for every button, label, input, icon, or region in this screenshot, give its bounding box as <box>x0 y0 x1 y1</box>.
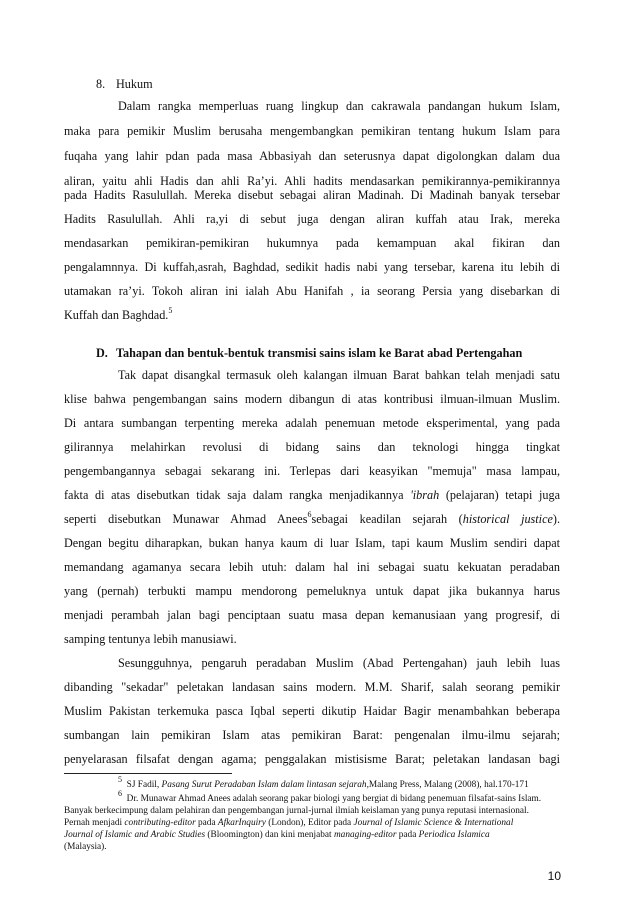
paragraph-line <box>64 488 560 502</box>
page-number: 10 <box>547 869 561 883</box>
paragraph-text: fakta di atas disebutkan tidak saja dalam rangka menjadikannya <box>64 488 411 502</box>
footnote-text: (Bloomington) dan kini menjabat <box>205 830 334 840</box>
italic-term: historical justice <box>462 512 553 526</box>
paragraph-line: pengembangannya sebagai sekarang ini. Terlepas dari keasyikan "memuja" masa lampau, <box>64 464 560 478</box>
paragraph-line <box>64 509 560 526</box>
italic-term: 'ibrah <box>410 488 440 502</box>
paragraph-line: samping tentunya lebih manusiawi. <box>64 632 237 646</box>
section-8-heading <box>96 77 153 91</box>
footnote-text: Malang Press, Malang (2008), hal.170-171 <box>368 780 529 790</box>
footnote-line <box>64 818 513 829</box>
footnote-text: SJ Fadil, <box>126 780 162 790</box>
footnote-6 <box>118 788 542 805</box>
footnote-text: (London), Editor pada <box>265 818 354 828</box>
footnote-italic: Periodica Islamica <box>418 830 490 840</box>
footnote-5 <box>118 774 529 791</box>
paragraph-text: ). <box>552 512 560 526</box>
paragraph-line <box>64 305 560 322</box>
paragraph-line: menjadi perambah jalan bagi penciptaan suatu masa depan kemanusiaan yang progresif, di <box>64 608 560 622</box>
footnote-ref-5[interactable]: 5 <box>168 305 173 315</box>
footnote-italic: contributing-editor <box>124 818 196 828</box>
paragraph-line: utamakan ra’yi. Tokoh aliran ini ialah Abu Hanifah , ia seorang Persia yang disebarkan di <box>64 284 560 298</box>
footnote-italic: Journal of Islamic and Arabic Studies <box>64 830 206 840</box>
footnote-text: Dr. Munawar Ahmad Anees adalah seorang pakar biologi yang bergiat di bidang penemuan filsafat-sains Islam. <box>126 794 542 804</box>
footnote-italic: Journal of Islamic Science & International <box>353 818 514 828</box>
footnote-marker: 6 <box>118 788 122 798</box>
paragraph-line: memandang agamanya secara lebih utuh: dalam hal ini sebagai suatu kekuatan peradaban <box>64 560 560 574</box>
footnote-italic: AfkarInquiry <box>217 818 266 828</box>
paragraph-line: Dalam rangka memperluas ruang lingkup dan cakrawala pandangan hukum Islam, <box>118 99 560 113</box>
paragraph-text: Kuffah dan Baghdad. <box>64 308 169 322</box>
paragraph-line: sumbangan lain pemikiran Islam atas pemikiran Barat: pengenalan ilmu-ilmu sejarah; <box>64 728 560 742</box>
paragraph-line: Di antara sumbangan terpenting mereka adalah penemuan metode eksperimental, yang pada <box>64 416 560 430</box>
footnote-separator <box>64 773 232 774</box>
paragraph-line: penyelarasan filsafat dengan agama; penggalakan mistisisme Barat; peletakan landasan bagi <box>64 752 560 766</box>
paragraph-line: Muslim Pakistan terkemuka pasca Iqbal seperti dikutip Haidar Bagir menambahkan beberapa <box>64 704 560 718</box>
footnote-text: Pernah menjadi <box>64 818 125 828</box>
footnote-marker: 5 <box>118 774 122 784</box>
paragraph-line: Sesungguhnya, pengaruh peradaban Muslim (Abad Pertengahan) jauh lebih luas <box>118 656 560 670</box>
paragraph-line: pengalamnnya. Di kuffah,asrah, Baghdad, sedikit hadis nabi yang tersebar, karena itu lebih di <box>64 260 560 274</box>
footnote-text: pada <box>195 818 218 828</box>
paragraph-line: pada Hadits Rasulullah. Mereka disebut sebagai aliran Madinah. Di Madinah banyak tersebar <box>64 188 560 202</box>
section-d-title: Tahapan dan bentuk-bentuk transmisi sains islam ke Barat abad Pertengahan <box>116 346 523 360</box>
paragraph-line: Tak dapat disangkal termasuk oleh kalangan ilmuan Barat bahkan telah menjadi satu <box>118 368 560 382</box>
paragraph-line: dibanding "sekadar" peletakan landasan sains modern. M.M. Sharif, salah seorang pemikir <box>64 680 560 694</box>
section-8-title: Hukum <box>116 77 153 91</box>
section-d-letter: D. <box>96 346 108 360</box>
footnote-ref-6[interactable]: 6 <box>307 509 312 519</box>
paragraph-line: mendasarkan pemikiran-pemikiran hukumnya pada kemampuan akal fikiran dan <box>64 236 560 250</box>
footnote-line: (Malaysia). <box>64 842 107 852</box>
section-d-heading <box>96 346 522 360</box>
paragraph-line: yang (pernah) terbukti mampu mendorong pemeluknya untuk dapat jika bukannya harus <box>64 584 560 598</box>
paragraph-line: maka para pemikir Muslim berusaha mengembangkan pemikiran tentang hukum Islam para <box>64 124 560 138</box>
paragraph-line: fuqaha yang lahir pdan pada masa Abbasiyah dan seterusnya dapat digolongkan dalam dua <box>64 149 560 163</box>
paragraph-line: klise bahwa pengembangan sains modern dibangun di atas kontribusi ilmuan-ilmuan Muslim. <box>64 392 560 406</box>
paragraph-text: sebagai keadilan sejarah ( <box>311 512 463 526</box>
paragraph-line: Hadits Rasulullah. Ahli ra,yi di sebut juga dengan aliran kuffah atau Irak, mereka <box>64 212 560 226</box>
footnote-line: Banyak berkecimpung dalam pelahiran dan pengembangan jurnal-jurnal ilmiah keislaman yang punya reputasi internasional. <box>64 806 529 816</box>
footnote-italic: Pasang Surut Peradaban Islam dalam lintasan sejarah, <box>161 780 369 790</box>
section-8-number: 8. <box>96 77 106 91</box>
paragraph-text: (pelajaran) tetapi juga <box>439 488 561 502</box>
paragraph-line: aliran, yaitu ahli Hadis dan ahli Ra’yi. Ahli hadits mendasarkan pemikirannya-pemikirannya <box>64 174 560 188</box>
footnote-italic: managing-editor <box>333 830 397 840</box>
paragraph-text: seperti disebutkan Munawar Ahmad Anees <box>64 512 308 526</box>
paragraph-line: gilirannya melahirkan revolusi di bidang sains dan teknologi hingga tingkat <box>64 440 560 454</box>
paragraph-line: Dengan begitu diharapkan, bukan hanya kaum di luar Islam, tapi kaum Muslim sendiri dapat <box>64 536 560 550</box>
footnote-line <box>64 830 490 841</box>
footnote-text: pada <box>396 830 419 840</box>
